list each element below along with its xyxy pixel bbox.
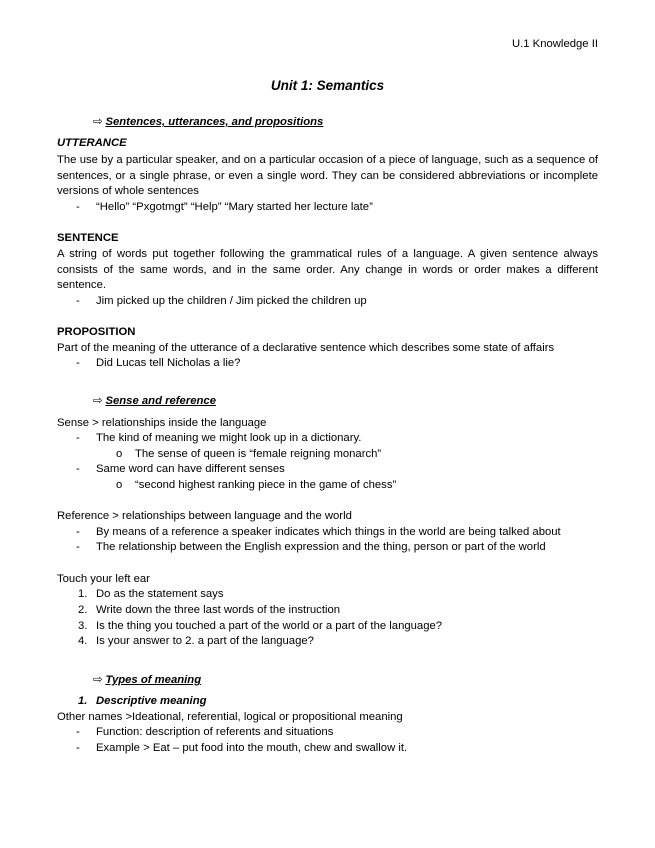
sub-list-item: o The sense of queen is “female reigning monarch” [116, 448, 382, 460]
dash-bullet: - [76, 526, 80, 538]
definition-sentence: A string of words put together following the grammatical rules of a language. A given sentence always consists of the same words, and in the same order. Any change in words or order makes a different sentence. [57, 248, 598, 292]
numbered-item: 3. Is the thing you touched a part of the world or a part of the language? [78, 620, 443, 632]
reference-line: Reference > relationships between language and the world [57, 510, 352, 522]
dash-bullet: - [76, 726, 80, 738]
sense-line: Sense > relationships inside the language [57, 417, 267, 429]
list-item: - Jim picked up the children / Jim picked the children up [76, 295, 367, 307]
dash-bullet: - [76, 201, 80, 213]
list-item: - The relationship between the English expression and the thing, person or part of the world [76, 541, 546, 553]
dash-bullet: - [76, 463, 80, 475]
dash-bullet: - [76, 295, 80, 307]
circle-bullet: o [116, 479, 123, 491]
list-item: - Same word can have different senses [76, 463, 285, 475]
section-heading-sentences: ⇨ Sentences, utterances, and propositions [93, 116, 324, 128]
dash-bullet: - [76, 432, 80, 444]
exercise-title: Touch your left ear [57, 573, 150, 585]
circle-bullet: o [116, 448, 123, 460]
list-item: - Example > Eat – put food into the mouth, chew and swallow it. [76, 742, 408, 754]
definition-proposition: Part of the meaning of the utterance of a declarative sentence which describes some state of affairs [57, 342, 555, 354]
term-utterance: UTTERANCE [57, 137, 127, 149]
list-item: - Did Lucas tell Nicholas a lie? [76, 357, 241, 369]
dash-bullet: - [76, 541, 80, 553]
section-heading-types: ⇨ Types of meaning [93, 674, 202, 686]
list-item: - Function: description of referents and situations [76, 726, 334, 738]
dash-bullet: - [76, 357, 80, 369]
list-item: - By means of a reference a speaker indicates which things in the world are being talked about [76, 526, 561, 538]
term-sentence: SENTENCE [57, 232, 119, 244]
arrow-icon: ⇨ [93, 674, 103, 686]
course-header: U.1 Knowledge II [511, 38, 598, 50]
list-item: - “Hello” “Pxgotmgt” “Help” “Mary started her lecture late” [76, 201, 373, 213]
definition-utterance: The use by a particular speaker, and on a particular occasion of a piece of language, such as a sequence of sentences, or a single phrase, or even a single word. They can be considered abbreviations or incomplete versions of whole sentences [57, 154, 598, 198]
subheading-descriptive: 1. Descriptive meaning [78, 695, 207, 707]
dash-bullet: - [76, 742, 80, 754]
other-names-line: Other names >Ideational, referential, logical or propositional meaning [57, 711, 403, 723]
numbered-item: 2. Write down the three last words of the instruction [78, 604, 341, 616]
sub-list-item: o “second highest ranking piece in the game of chess” [116, 479, 397, 491]
numbered-item: 1. Do as the statement says [78, 588, 224, 600]
page-title: Unit 1: Semantics [270, 78, 385, 93]
numbered-item: 4. Is your answer to 2. a part of the language? [78, 635, 314, 647]
arrow-icon: ⇨ [93, 116, 103, 128]
arrow-icon: ⇨ [93, 395, 103, 407]
term-proposition: PROPOSITION [57, 326, 136, 338]
list-item: - The kind of meaning we might look up in a dictionary. [76, 432, 362, 444]
section-heading-sense: ⇨ Sense and reference [93, 395, 216, 407]
